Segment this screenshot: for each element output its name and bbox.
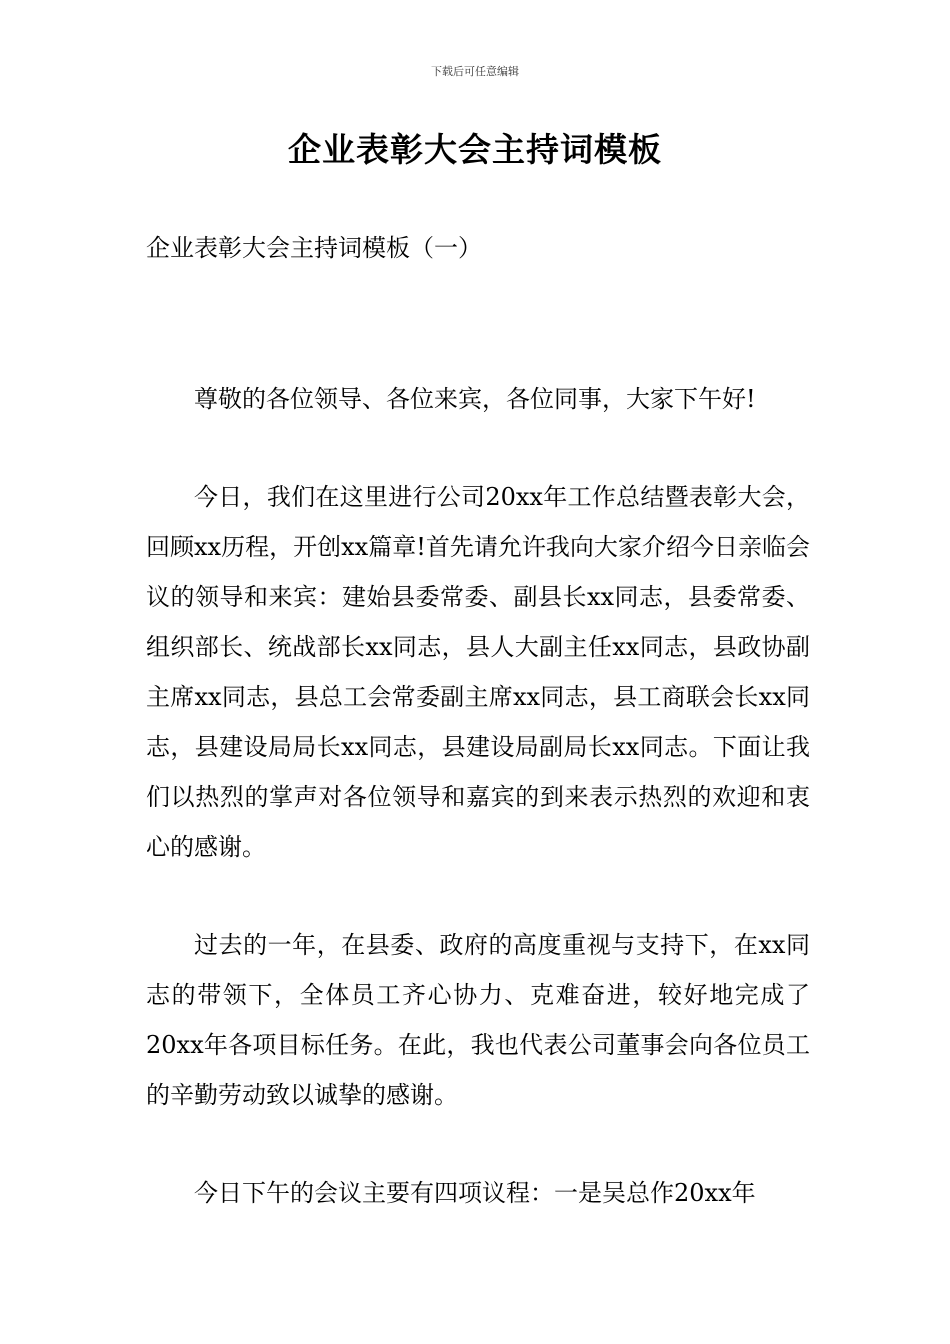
document-title: 企业表彰大会主持词模板: [288, 130, 662, 169]
section-heading: 企业表彰大会主持词模板（一）: [146, 234, 482, 262]
header-note: 下载后可任意编辑: [431, 65, 519, 78]
paragraph-greeting: 尊敬的各位领导、各位来宾，各位同事，大家下午好!: [194, 385, 756, 413]
paragraph-introduction: 今日，我们在这里进行公司20xx年工作总结暨表彰大会，回顾xx历程，开创xx篇章!首先请允许我向大家介绍今日亲临会议的领导和来宾：建始县委常委、副县长xx同志，县委常委、组织部长、统战部长xx同志，县人大副主任xx同志，县政协副主席xx同志，县总工会常委副主席xx同志，县工商联会长xx同志，县建设局局长xx同志，县建设局副局长xx同志。下面让我们以热烈的掌声对各位领导和嘉宾的到来表示热烈的欢迎和衷心的感谢。: [146, 483, 810, 861]
paragraph-review: 过去的一年，在县委、政府的高度重视与支持下，在xx同志的带领下，全体员工齐心协力、克难奋进，较好地完成了20xx年各项目标任务。在此，我也代表公司董事会向各位员工的辛勤劳动致以诚挚的感谢。: [146, 931, 810, 1109]
paragraph-agenda: 今日下午的会议主要有四项议程：一是吴总作20xx年: [194, 1179, 756, 1207]
